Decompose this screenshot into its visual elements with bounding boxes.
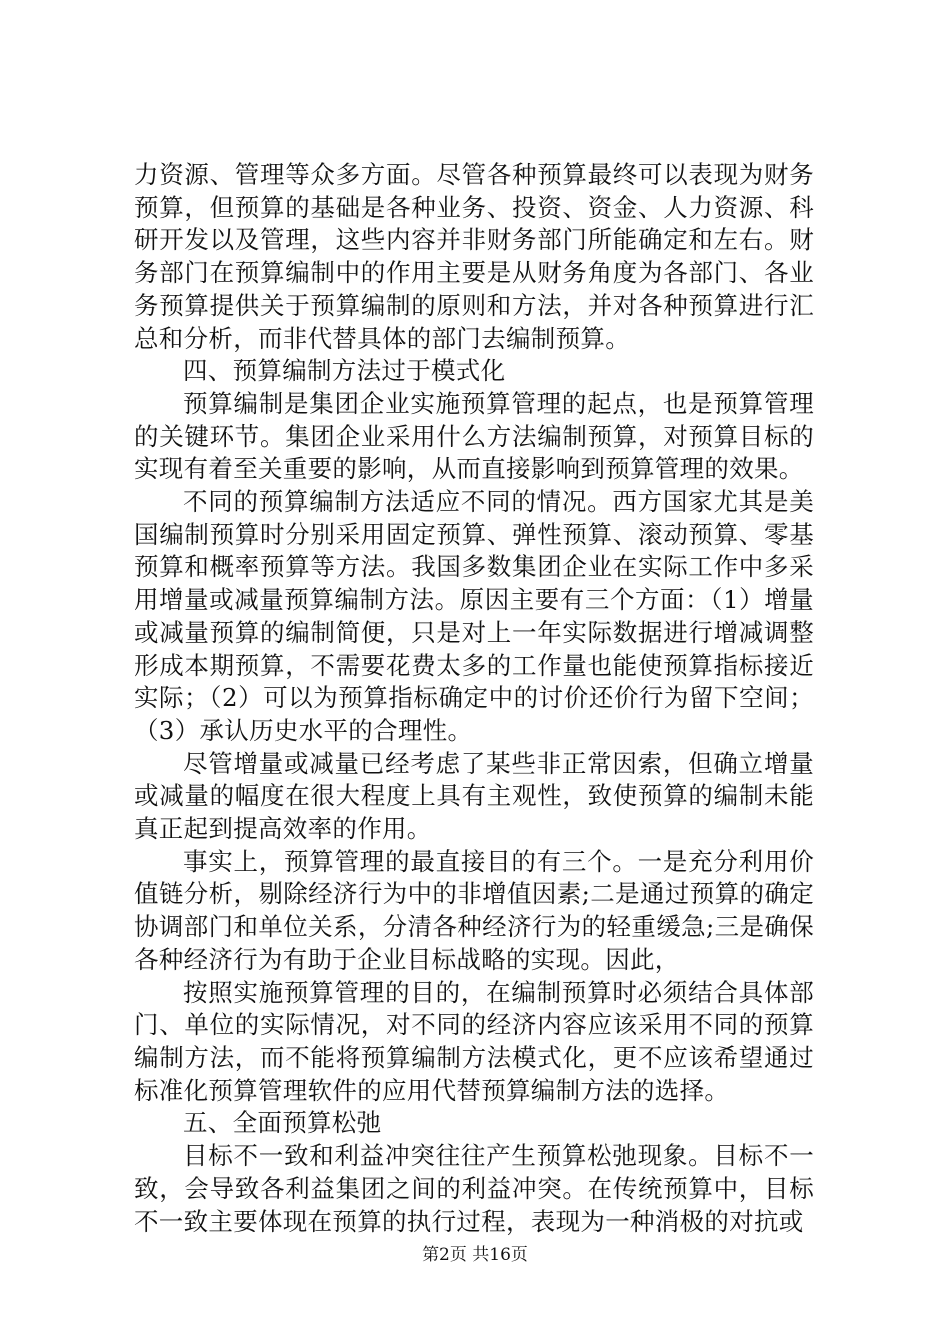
paragraph: 不同的预算编制方法适应不同的情况。西方国家尤其是美国编制预算时分别采用固定预算、弹性预算、滚动预算、零基预算和概率预算等方法。我国多数集团企业在实际工作中多采用增量或减量预算编制方法。原因主要有三个方面：（1）增量或减量预算的编制简便，只是对上一年实际数据进行增减调整形成本期预算，不需要花费太多的工作量也能使预算指标接近实际；（2）可以为预算指标确定中的讨价还价行为留下空间；（3）承认历史水平的合理性。 bbox=[134, 487, 814, 745]
section-heading-5: 五、全面预算松弛 bbox=[183, 1108, 382, 1138]
document-body bbox=[134, 159, 814, 1238]
paragraph: 按照实施预算管理的目的，在编制预算时必须结合具体部门、单位的实际情况，对不同的经济内容应该采用不同的预算编制方法，而不能将预算编制方法模式化，更不应该希望通过标准化预算管理软件的应用代替预算编制方法的选择。 bbox=[134, 977, 814, 1105]
paragraph-continuation: 力资源、管理等众多方面。尽管各种预算最终可以表现为财务预算，但预算的基础是各种业务、投资、资金、人力资源、科研开发以及管理，这些内容并非财务部门所能确定和左右。财务部门在预算编制中的作用主要是从财务角度为各部门、各业务预算提供关于预算编制的原则和方法，并对各种预算进行汇总和分析，而非代替具体的部门去编制预算。 bbox=[134, 160, 814, 353]
page-number-label: 第2页 共16页 bbox=[422, 1245, 528, 1265]
paragraph: 目标不一致和利益冲突往往产生预算松弛现象。目标不一致，会导致各利益集团之间的利益冲突。在传统预算中，目标不一致主要体现在预算的执行过程，表现为一种消极的对抗或 bbox=[134, 1141, 814, 1236]
paragraph: 尽管增量或减量已经考虑了某些非正常因索，但确立增量或减量的幅度在很大程度上具有主观性，致使预算的编制未能真正起到提高效率的作用。 bbox=[134, 748, 814, 844]
paragraph: 事实上，预算管理的最直接目的有三个。一是充分利用价值链分析，剔除经济行为中的非增值因素;二是通过预算的确定协调部门和单位关系，分清各种经济行为的轻重缓急;三是确保各种经济行为有助于企业目标战略的实现。因此， bbox=[134, 846, 814, 974]
paragraph: 预算编制是集团企业实施预算管理的起点，也是预算管理的关键环节。集团企业采用什么方法编制预算，对预算目标的实现有着至关重要的影响，从而直接影响到预算管理的效果。 bbox=[134, 388, 814, 484]
section-heading-4: 四、预算编制方法过于模式化 bbox=[183, 356, 506, 386]
page-footer bbox=[0, 1244, 950, 1266]
